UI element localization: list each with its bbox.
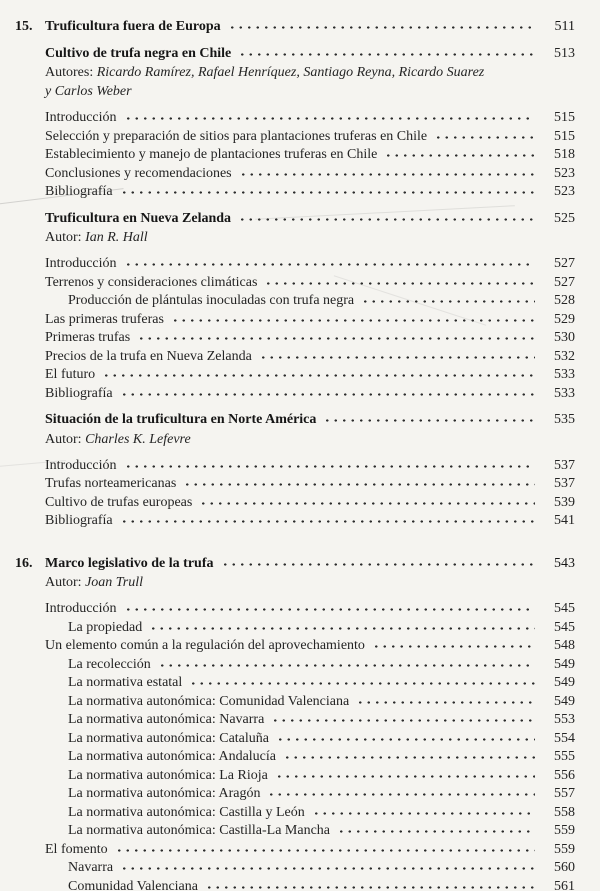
toc xyxy=(0,18,600,891)
toc-page-number: 543 xyxy=(554,555,575,571)
dot-leader xyxy=(137,329,535,341)
toc-entry-label: La normativa autonómica: Cataluña xyxy=(68,730,269,746)
dot-leader xyxy=(372,637,535,649)
dot-leader xyxy=(271,711,535,723)
dot-leader xyxy=(323,411,535,423)
dot-leader xyxy=(238,210,535,222)
toc-entry-label: Cultivo de trufa negra en Chile xyxy=(45,45,232,61)
toc-page-number: 523 xyxy=(554,165,575,181)
toc-section-row xyxy=(0,411,600,430)
authors-prefix: Autor: xyxy=(45,230,82,245)
toc-entry-label: La normativa autonómica: Comunidad Valenciana xyxy=(68,693,350,709)
dot-leader xyxy=(228,18,535,30)
toc-entry-label: La normativa autonómica: Castilla y León xyxy=(68,804,305,820)
toc-entry-row xyxy=(0,656,600,675)
toc-entry-row xyxy=(0,457,600,476)
dot-leader xyxy=(102,366,535,378)
dot-leader xyxy=(189,674,535,686)
toc-authors-row xyxy=(0,573,600,592)
dot-leader xyxy=(120,859,535,871)
dot-leader xyxy=(158,656,535,668)
toc-page-number: 541 xyxy=(554,513,575,528)
toc-page-number: 518 xyxy=(554,147,575,162)
toc-entry-label: Bibliografía xyxy=(45,184,113,199)
dot-leader xyxy=(205,878,535,890)
toc-entry-row xyxy=(0,109,600,128)
toc-entry-label: El futuro xyxy=(45,367,96,382)
toc-entry-row xyxy=(0,475,600,494)
toc-entry-label: Situación de la truficultura en Norte América xyxy=(45,412,317,427)
authors-names: Ian R. Hall xyxy=(85,230,148,245)
dot-leader xyxy=(199,494,535,506)
chapter-number: 15. xyxy=(15,19,33,34)
toc-entry-row xyxy=(0,878,600,891)
toc-section-row xyxy=(0,45,600,64)
toc-page-number: 515 xyxy=(554,128,575,144)
chapter-number: 16. xyxy=(15,555,33,571)
toc-page-number: 527 xyxy=(554,256,575,271)
authors-prefix: Autor: xyxy=(45,575,82,590)
toc-page-number: 556 xyxy=(554,767,575,783)
dot-leader xyxy=(120,385,535,397)
toc-page-number: 554 xyxy=(554,730,575,746)
toc-page-number: 537 xyxy=(554,476,575,491)
toc-entry-row xyxy=(0,494,600,513)
toc-entry-label: La normativa autonómica: Navarra xyxy=(68,712,265,727)
toc-entry-label: Trufas norteamericanas xyxy=(45,476,177,491)
toc-entry-label: Bibliografía xyxy=(45,385,113,401)
toc-page-number: 525 xyxy=(554,210,575,226)
toc-entry-label: Producción de plántulas inoculadas con trufa negra xyxy=(68,293,355,308)
toc-page-number: 539 xyxy=(554,494,575,510)
toc-entry-row xyxy=(0,128,600,147)
dot-leader xyxy=(149,619,535,631)
dot-leader xyxy=(221,555,536,567)
toc-entry-label: Cultivo de trufas europeas xyxy=(45,494,193,510)
toc-entry-label: Establecimiento y manejo de plantaciones truferas en Chile xyxy=(45,147,378,162)
toc-entry-row xyxy=(0,385,600,404)
toc-page-number: 549 xyxy=(554,693,575,709)
toc-page-number: 549 xyxy=(554,656,575,672)
toc-entry-row xyxy=(0,637,600,656)
toc-page-number: 559 xyxy=(554,823,575,838)
toc-entry-row xyxy=(0,841,600,860)
toc-entry-label: Introducción xyxy=(45,110,117,125)
dot-leader xyxy=(259,348,535,360)
authors-prefix: Autor: xyxy=(45,431,82,447)
toc-entry-label: Precios de la trufa en Nueva Zelanda xyxy=(45,348,252,364)
toc-page-number: 559 xyxy=(554,841,575,857)
toc-entry-label: Bibliografía xyxy=(45,513,113,528)
toc-entry-label: Las primeras truferas xyxy=(45,311,164,327)
toc-page-number: 533 xyxy=(554,385,575,401)
toc-entry-label: Introducción xyxy=(45,457,117,473)
toc-entry-label: Un elemento común a la regulación del aprovechamiento xyxy=(45,638,365,653)
dot-leader xyxy=(124,600,535,612)
toc-entry-row xyxy=(0,767,600,786)
toc-page-number: 560 xyxy=(554,860,575,875)
toc-entry-label: Introducción xyxy=(45,601,117,616)
toc-entry-row xyxy=(0,859,600,878)
toc-page-number: 537 xyxy=(554,457,575,473)
toc-entry-label: La normativa autonómica: La Rioja xyxy=(68,767,268,783)
authors-names: Charles K. Lefevre xyxy=(85,431,191,447)
dot-leader xyxy=(434,128,535,140)
toc-entry-label: El fomento xyxy=(45,841,108,857)
toc-entry-row xyxy=(0,348,600,367)
toc-entry-label: Primeras trufas xyxy=(45,330,131,345)
authors-prefix: Autores: xyxy=(45,65,94,80)
toc-entry-label: Conclusiones y recomendaciones xyxy=(45,165,232,181)
toc-page-number: 545 xyxy=(554,619,575,635)
toc-entry-row xyxy=(0,292,600,311)
toc-page-number: 532 xyxy=(554,348,575,364)
toc-entry-row xyxy=(0,255,600,274)
toc-authors-row xyxy=(0,228,600,247)
toc-page-number: 549 xyxy=(554,675,575,690)
toc-entry-label: Terrenos y consideraciones climáticas xyxy=(45,274,258,290)
toc-page-number: 523 xyxy=(554,184,575,199)
toc-page-number: 555 xyxy=(554,749,575,764)
toc-page-number: 513 xyxy=(554,45,575,61)
toc-entry-label: Marco legislativo de la trufa xyxy=(45,555,214,571)
toc-entry-label: La propiedad xyxy=(68,619,143,635)
toc-entry-row xyxy=(0,183,600,202)
toc-entry-row xyxy=(0,804,600,823)
toc-entry-row xyxy=(0,329,600,348)
dot-leader xyxy=(238,45,535,57)
dot-leader xyxy=(361,292,535,304)
toc-entry-label: Truficultura fuera de Europa xyxy=(45,19,221,34)
toc-entry-row xyxy=(0,785,600,804)
toc-page-number: 558 xyxy=(554,804,575,820)
toc-entry-row xyxy=(0,748,600,767)
toc-entry-label: La normativa autonómica: Aragón xyxy=(68,786,261,801)
toc-page-number: 511 xyxy=(554,19,575,34)
dot-leader xyxy=(239,165,535,177)
authors-names: Joan Trull xyxy=(85,575,144,590)
authors-names: Ricardo Ramírez, Rafael Henríquez, Santiago Reyna, Ricardo Suarez xyxy=(96,65,485,80)
toc-entry-row xyxy=(0,730,600,749)
dot-leader xyxy=(267,785,535,797)
toc-entry-label: Introducción xyxy=(45,256,117,271)
toc-entry-label: La normativa autonómica: Andalucía xyxy=(68,749,276,764)
toc-page-number: 548 xyxy=(554,638,575,653)
toc-entry-label: Comunidad Valenciana xyxy=(68,878,198,891)
dot-leader xyxy=(120,183,535,195)
toc-page-number: 557 xyxy=(554,786,575,801)
dot-leader xyxy=(120,512,535,524)
dot-leader xyxy=(264,274,535,286)
dot-leader xyxy=(124,255,535,267)
toc-entry-label: Navarra xyxy=(68,860,114,875)
toc-entry-label: La normativa autonómica: Castilla-La Mancha xyxy=(68,823,331,838)
toc-entry-row xyxy=(0,146,600,165)
dot-leader xyxy=(183,475,535,487)
toc-page-number: 535 xyxy=(554,412,575,427)
toc-chapter-row xyxy=(0,555,600,574)
dot-leader xyxy=(356,693,535,705)
toc-section-row xyxy=(0,210,600,229)
toc-entry-row xyxy=(0,822,600,841)
toc-page-number: 527 xyxy=(554,274,575,290)
toc-authors-row xyxy=(0,63,600,101)
dot-leader xyxy=(115,841,535,853)
toc-entry-row xyxy=(0,619,600,638)
toc-entry-label: La normativa estatal xyxy=(68,675,183,690)
toc-page-number: 545 xyxy=(554,601,575,616)
toc-entry-row xyxy=(0,165,600,184)
toc-page-number: 528 xyxy=(554,293,575,308)
dot-leader xyxy=(276,730,535,742)
toc-entry-label: La recolección xyxy=(68,656,151,672)
dot-leader xyxy=(283,748,535,760)
toc-page-number: 553 xyxy=(554,712,575,727)
toc-entry-row xyxy=(0,674,600,693)
toc-entry-row xyxy=(0,711,600,730)
authors-names-line2: y Carlos Weber xyxy=(45,84,132,99)
toc-entry-row xyxy=(0,274,600,293)
toc-entry-label: Truficultura en Nueva Zelanda xyxy=(45,210,232,226)
dot-leader xyxy=(171,311,535,323)
toc-page-number: 561 xyxy=(554,878,575,891)
toc-entry-label: Selección y preparación de sitios para plantaciones truferas en Chile xyxy=(45,128,428,144)
dot-leader xyxy=(337,822,535,834)
toc-page-number: 515 xyxy=(554,110,575,125)
toc-entry-row xyxy=(0,366,600,385)
dot-leader xyxy=(312,804,535,816)
toc-entry-row xyxy=(0,512,600,531)
dot-leader xyxy=(124,457,535,469)
dot-leader xyxy=(384,146,535,158)
toc-page-number: 533 xyxy=(554,367,575,382)
toc-chapter-row xyxy=(0,18,600,37)
toc-entry-row xyxy=(0,311,600,330)
dot-leader xyxy=(124,109,535,121)
toc-entry-row xyxy=(0,600,600,619)
toc-authors-row xyxy=(0,430,600,449)
dot-leader xyxy=(275,767,535,779)
toc-page-number: 530 xyxy=(554,330,575,345)
toc-entry-row xyxy=(0,693,600,712)
toc-page-number: 529 xyxy=(554,311,575,327)
